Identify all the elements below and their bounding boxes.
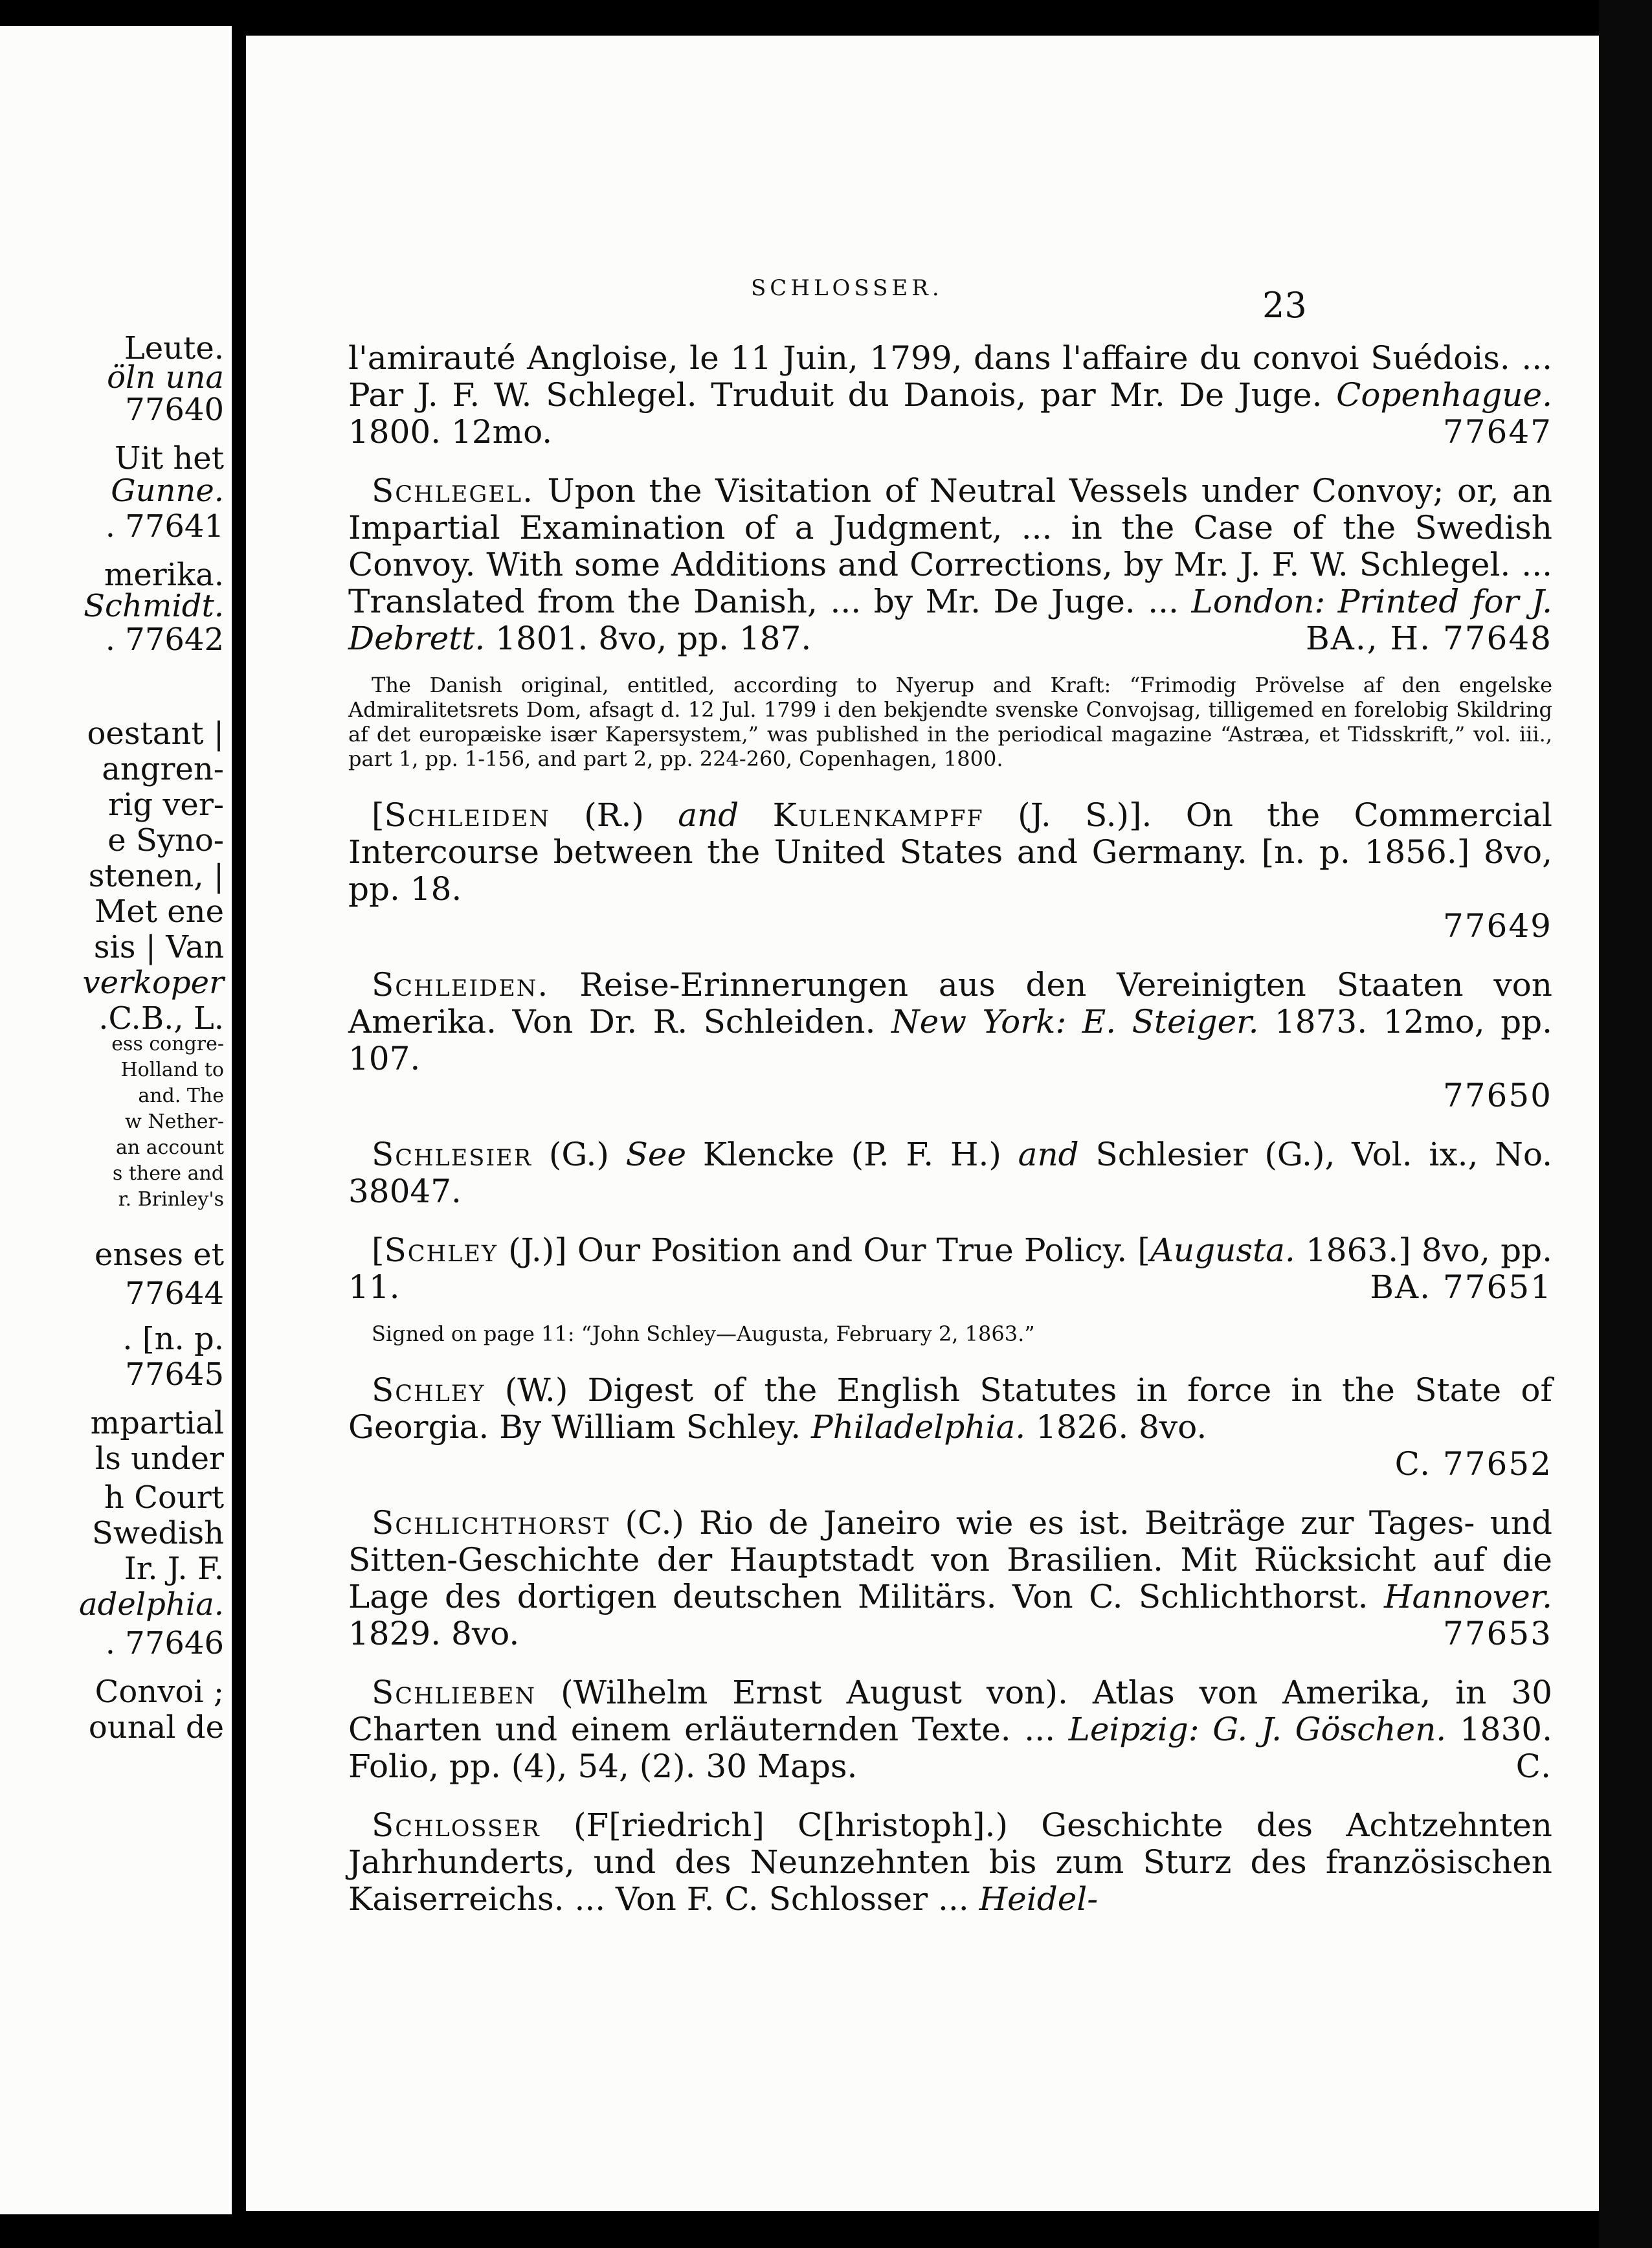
left-margin-fragment: w Nether- <box>125 1110 224 1133</box>
entry-number: BA., H. 77648 <box>1306 620 1552 657</box>
left-margin-fragment: Ir. J. F. <box>124 1551 224 1587</box>
entry-number: 77653 <box>1442 1615 1552 1652</box>
entry-note: Signed on page 11: “John Schley—Augusta, February 2, 1863.” <box>372 1321 1035 1346</box>
left-margin-fragment: ls under <box>95 1441 224 1477</box>
left-margin-fragment: Holland to <box>120 1059 224 1081</box>
left-margin-fragment: . [n. p. <box>122 1321 224 1357</box>
left-margin-fragment: Met ene <box>95 894 224 930</box>
entry-heading: Schley <box>372 1371 486 1409</box>
entry-heading: Schleiden. <box>372 966 550 1004</box>
entry-heading: Schlesier <box>372 1136 533 1173</box>
left-margin-fragment: mpartial <box>90 1405 224 1441</box>
entry-text: Schlesier (G.), Vol. ix., No. 38047. <box>348 1136 1552 1210</box>
entry-text: 1863.] 8vo, pp. 11. <box>348 1231 1552 1306</box>
catalog-entry <box>348 1674 1552 1785</box>
entry-text: 1829. 8vo. <box>348 1615 520 1652</box>
left-margin-fragment: öln una <box>107 359 224 396</box>
entry-text: and <box>1018 1136 1079 1173</box>
entry-heading: Schlichthorst <box>372 1504 610 1542</box>
entry-text: (J.)] Our Position and Our True Policy. [ <box>497 1231 1150 1269</box>
left-margin-fragment: . 77646 <box>105 1625 224 1661</box>
entry-heading: Kulenkampff <box>772 796 984 834</box>
entry-number: C. 77652 <box>1394 1445 1552 1483</box>
entry-text: Copenhague. <box>1336 376 1552 414</box>
left-margin-fragment: Leute. <box>124 330 224 366</box>
left-margin-fragment: Convoi ; <box>95 1674 224 1710</box>
entry-note: The Danish original, entitled, according to Nyerup and Kraft: “Frimodig Prövelse af den engelske Admiralitetsrets Dom, afsagt d. 12 Jul. 1799 i den bekjendte svenske Convojsag, tilligemed en forelobig Skildring af det europæiske især Kapersystem,” was published in the periodical magazine “Astræa, et Tidsskrift,” vol. iii., part 1, pp. 1-156, and part 2, pp. 224-260, Copenhagen, 1800. <box>348 673 1552 771</box>
left-margin-fragment: 77645 <box>125 1356 224 1393</box>
catalog-entry <box>348 340 1552 451</box>
entry-text: London: Printed for J. Debrett. <box>348 583 1552 657</box>
entry-heading: Schlieben <box>372 1674 537 1711</box>
entry-text: 1801. 8vo, pp. 187. <box>485 620 812 657</box>
entry-text: Upon the Visitation of Neutral Vessels under Convoy; or, an Impartial Examination of a Judgment, ... in the Case of the Swedish Convoy. With some Additions and Corrections, by Mr. J. F. W. Schlegel. ... Translated from the Danish, ... by Mr. De Juge. ... <box>348 472 1552 620</box>
entry-text: Leipzig: G. J. Göschen. <box>1068 1711 1447 1748</box>
entry-text: 1830. Folio, pp. (4), 54, (2). 30 Maps. <box>348 1711 1552 1785</box>
left-margin-fragment: stenen, | <box>88 858 224 894</box>
entry-text: (F[riedrich] C[hristoph].) Geschichte des Achtzehnten Jahrhunderts, und des Neunzehnten bis zum Sturz des französischen Kaiserreichs. ... Von F. C. Schlosser ... <box>348 1806 1552 1918</box>
left-margin-fragment: sis | Van <box>93 929 224 965</box>
catalog-entry <box>348 967 1552 1114</box>
left-margin-fragment: verkoper <box>82 965 224 1001</box>
entry-text: Reise-Erinnerungen aus den Vereinigten Staaten von Amerika. Von Dr. R. Schleiden. <box>348 966 1552 1040</box>
entry-text: Augusta. <box>1150 1231 1295 1269</box>
left-margin-fragment: an account <box>116 1136 224 1159</box>
left-margin-fragment: e Syno- <box>107 822 224 859</box>
entry-text: (R.) <box>550 796 678 834</box>
left-page-margin <box>0 26 232 2214</box>
entry-text: and <box>678 796 739 834</box>
left-margin-fragment: Gunne. <box>111 473 224 509</box>
left-margin-fragment: . 77642 <box>105 622 224 658</box>
entry-text: 1800. 12mo. <box>348 413 553 451</box>
left-margin-fragment: enses et <box>95 1237 224 1273</box>
catalog-entry <box>348 1232 1552 1306</box>
left-margin-fragment: ess congre- <box>111 1033 224 1055</box>
entry-text: (J. S.)]. On the Commercial Intercourse between the United States and Germany. [n. p. 1856.] 8vo, pp. 18. <box>348 796 1552 908</box>
catalog-entry <box>348 1136 1552 1210</box>
entry-text: [ <box>372 796 385 834</box>
left-margin-fragment: and. The <box>138 1085 224 1107</box>
entry-text: (Wilhelm Ernst August von). Atlas von Amerika, in 30 Charten und einem erläuternden Texte. ... <box>348 1674 1552 1748</box>
catalog-entry <box>348 797 1552 945</box>
entry-text: See <box>625 1136 687 1173</box>
entry-number: 77650 <box>1442 1077 1552 1114</box>
catalog-entry <box>348 1505 1552 1652</box>
left-margin-fragment: 77644 <box>125 1276 224 1312</box>
catalog-entry <box>348 1372 1552 1483</box>
left-margin-fragment: angren- <box>102 751 224 787</box>
left-margin-fragment: ounal de <box>88 1709 224 1746</box>
left-margin-fragment: Uit het <box>115 440 224 477</box>
catalog-entry <box>348 1807 1552 1918</box>
left-margin-fragment: Swedish <box>92 1515 224 1551</box>
left-margin-fragment: .C.B., L. <box>98 1000 224 1037</box>
entry-number: 77649 <box>1442 907 1552 945</box>
main-page <box>246 36 1599 2211</box>
left-margin-fragment: s there and <box>112 1162 224 1185</box>
running-head: SCHLOSSER. <box>751 275 943 301</box>
page-number: 23 <box>1262 285 1307 326</box>
entry-text: (G.) <box>532 1136 626 1173</box>
entry-text: New York: E. Steiger. <box>891 1003 1259 1040</box>
left-margin-fragment: 77640 <box>125 392 224 428</box>
catalog-entry <box>348 473 1552 657</box>
entry-heading: Schley <box>384 1231 498 1269</box>
left-margin-fragment: Schmidt. <box>84 588 224 624</box>
entry-text: Philadelphia. <box>811 1408 1026 1446</box>
entry-text: Heidel- <box>979 1880 1099 1918</box>
left-margin-fragment: merika. <box>104 557 224 593</box>
left-margin-fragment: . 77641 <box>105 508 224 545</box>
left-margin-fragment: oestant | <box>87 715 224 752</box>
left-margin-fragment: adelphia. <box>79 1586 224 1623</box>
entry-text <box>739 796 772 834</box>
entry-number: BA. 77651 <box>1370 1268 1552 1306</box>
entry-text: Hannover. <box>1383 1578 1552 1615</box>
entry-text: 1826. 8vo. <box>1025 1408 1207 1446</box>
entry-text: Klencke (P. F. H.) <box>686 1136 1018 1173</box>
entry-heading: Schleiden <box>384 796 550 834</box>
entry-number: 77647 <box>1442 413 1552 451</box>
left-margin-fragment: h Court <box>104 1479 224 1516</box>
left-margin-fragment: r. Brinley's <box>118 1188 224 1211</box>
entry-text: (W.) Digest of the English Statutes in force in the State of Georgia. By William Schley. <box>348 1371 1552 1446</box>
entry-text: l'amirauté Angloise, le 11 Juin, 1799, dans l'affaire du convoi Suédois. ... Par J. F. W. Schlegel. Truduit du Danois, par Mr. De Juge. <box>348 339 1552 414</box>
entry-text: (C.) Rio de Janeiro wie es ist. Beiträge zur Tages- und Sitten-Geschichte der Hauptstadt von Brasilien. Mit Rücksicht auf die Lage des dortigen deutschen Militärs. Von C. Schlichthorst. <box>348 1504 1552 1615</box>
left-margin-fragment: rig ver- <box>108 787 224 823</box>
entry-heading: Schlegel. <box>372 472 534 510</box>
entry-number: C. <box>1515 1748 1552 1785</box>
entry-heading: Schlosser <box>372 1806 541 1844</box>
entry-text: 1873. 12mo, pp. 107. <box>348 1003 1552 1077</box>
entry-text: [ <box>372 1231 385 1269</box>
entries-list <box>348 340 1552 1940</box>
book-edge <box>1599 0 1652 2248</box>
